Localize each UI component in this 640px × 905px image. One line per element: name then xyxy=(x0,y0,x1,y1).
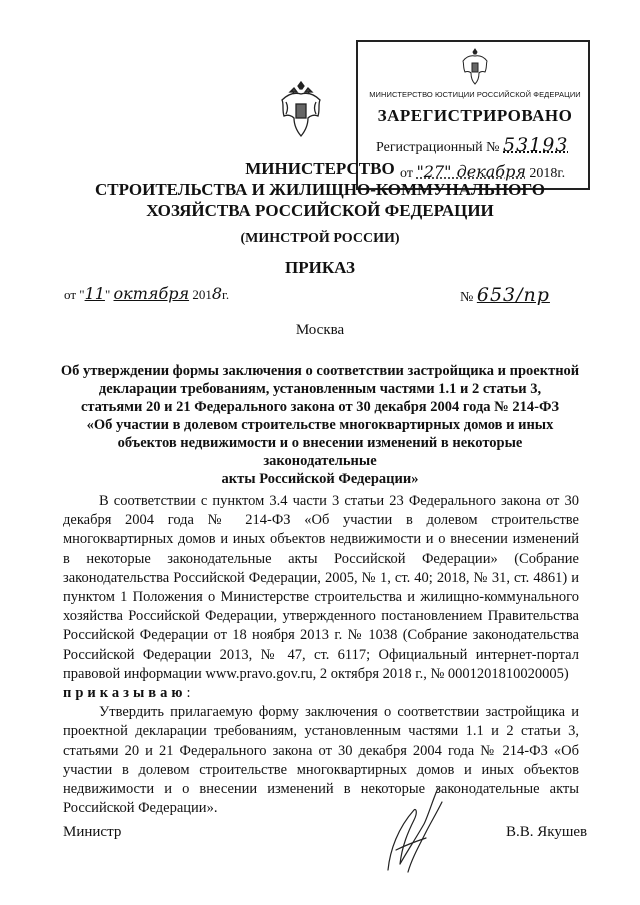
order-date-prefix: от " xyxy=(64,287,85,302)
order-date-year-digit: 8 xyxy=(211,284,222,303)
order-number-prefix: № xyxy=(460,290,474,305)
ministry-title xyxy=(60,158,580,221)
stamp-registration-number-line xyxy=(376,134,568,156)
signatory-position: Министр xyxy=(63,824,122,840)
subject-line5: объектов недвижимости и о внесении изменений в некоторые законодательные xyxy=(117,435,523,469)
order-date-quote: " xyxy=(104,287,111,302)
stamp-date-prefix: от xyxy=(400,166,413,181)
stamp-reg-label: Регистрационный № xyxy=(376,140,500,155)
stamp-registered-label: ЗАРЕГИСТРИРОВАНО xyxy=(377,106,573,125)
order-number-value: 653/пр xyxy=(476,284,550,306)
ministry-title-line2: СТРОИТЕЛЬСТВА И ЖИЛИЩНО-КОММУНАЛЬНОГО xyxy=(94,180,546,199)
subject-line3: статьями 20 и 21 Федерального закона от 30 декабря 2004 года № 214-ФЗ xyxy=(80,399,560,415)
body-paragraph-1: В соответствии с пунктом 3.4 части 3 статьи 23 Федерального закона от 30 декабря 2004 года № 214-ФЗ «Об участии в долевом строительстве многоквартирных домов и иных объектов недвижимости и о внесении изменений в некоторые законодательные акты Российской Федерации» (Собрание законодательства Российской Федерации, 2005, № 1, ст. 40; 2018, № 31, ст. 4861) и пунктом 1 Положения о Министерстве строительства и жилищно-коммунального хозяйства Российской Федерации, утвержденного постановлением Правительства Российской Федерации от 18 ноября 2013 г. № 1038 (Собрание законодательства Российской Федерации 2013, № 47, ст. 6117; Официальный интернет-портал правовой информации www.pravo.gov.ru, 2 октября 2018 г., № 0001201810020005) xyxy=(63,493,579,682)
order-date-year-prefix: 201 xyxy=(192,287,212,302)
stamp-reg-number: 53193 xyxy=(503,134,569,156)
ministry-abbreviation: (МИНСТРОЙ РОССИИ) xyxy=(240,231,400,246)
document-type-title: ПРИКАЗ xyxy=(285,258,355,277)
subject-line2: декларации требованиям, установленным частями 1.1 и 2 статьи 3, xyxy=(98,381,542,397)
order-date-year-suffix: г. xyxy=(222,287,230,302)
body-paragraph-2: Утвердить прилагаемую форму заключения о соответствии застройщика и проектной декларации требованиям, установленным частями 1.1 и 2 статьи 3, статьями 20 и 21 Федерального закона от 30 декабря 2004 года № 214-ФЗ «Об участии в долевом строительстве многоквартирных домов и иных объектов недвижимости и о внесении изменений в некоторые законодательные акты Российской Федерации». xyxy=(63,704,579,817)
ministry-title-line1: МИНИСТЕРСТВО xyxy=(245,159,395,178)
ministry-title-line3: ХОЗЯЙСТВА РОССИЙСКОЙ ФЕДЕРАЦИИ xyxy=(146,201,494,220)
order-date-day: 11 xyxy=(84,284,105,303)
subject-line1: Об утверждении формы заключения о соответствии застройщика и проектной xyxy=(60,363,580,379)
stamp-date-year: 2018г. xyxy=(529,166,566,181)
city: Москва xyxy=(295,322,345,338)
stamp-date-handwritten: "27" декабря xyxy=(416,162,526,181)
coat-of-arms-icon xyxy=(276,80,326,140)
order-subject xyxy=(60,362,580,488)
stamp-coat-of-arms-icon xyxy=(460,48,490,86)
handwritten-signature-icon xyxy=(368,780,458,880)
subject-line6: акты Российской Федерации» xyxy=(221,471,419,487)
order-body xyxy=(63,492,579,818)
orders-word: приказываю xyxy=(63,685,187,702)
signatory-name: В.В. Якушев xyxy=(506,824,588,840)
subject-line4: «Об участии в долевом строительстве многоквартирных домов и иных xyxy=(86,417,554,433)
order-date-month: октября xyxy=(113,284,190,303)
orders-colon: : xyxy=(186,685,191,702)
orders-line xyxy=(63,684,579,703)
order-date xyxy=(64,284,229,303)
stamp-ministry-name: МИНИСТЕРСТВО ЮСТИЦИИ РОССИЙСКОЙ ФЕДЕРАЦИИ xyxy=(369,90,581,99)
order-number xyxy=(460,284,550,306)
